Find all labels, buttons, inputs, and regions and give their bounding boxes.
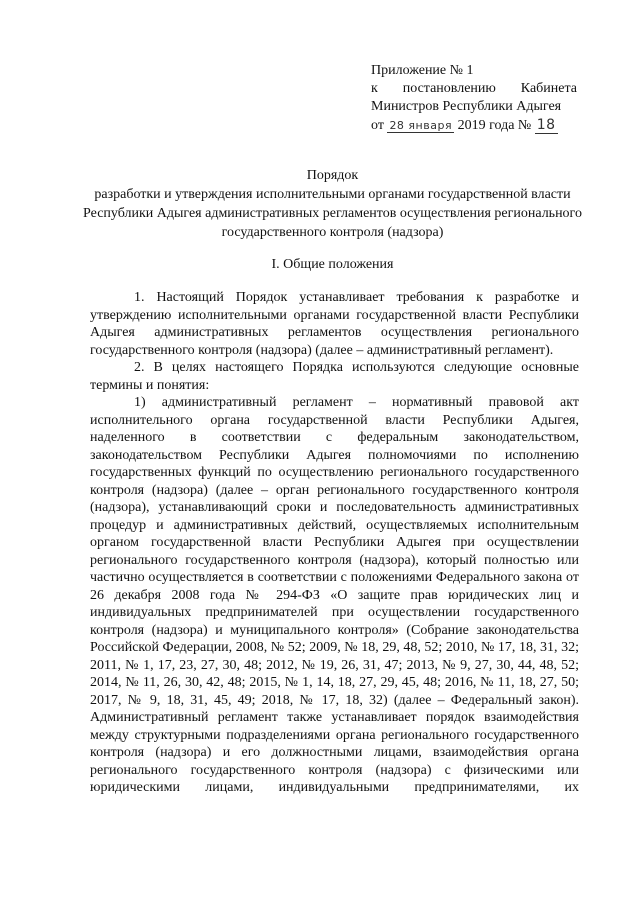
- paragraph-2: 2. В целях настоящего Порядка используются следующие основные термины и понятия:: [90, 360, 579, 393]
- handwritten-date: 28 января: [389, 119, 453, 132]
- paragraph-3: 1) административный регламент – нормативный правовой акт исполнительного органа государственной власти Республики Адыгея, наделенного в соответствии с федеральным законодательством, законодательством Республики Адыгея полномочиями по исполнению государственных функций по осуществлению регионального государственного контроля (надзора) (далее – орган регионального государственного контроля (надзора), устанавливающий сроки и последовательность административных процедур и административных действий, осуществляемых исполнительным органом государственной власти Республики Адыгея при осуществлении регионального государственного контроля (надзора), который полностью или частично осуществляется в соответствии с положениями Федерального закона от 26 декабря 2008 года № 294-ФЗ «О защите прав юридических лиц и индивидуальных предпринимателей при осуществлении государственного контроля (надзора) и муниципального контроля» (Собрание законодательства Российской Федерации, 2008, № 52; 2009, № 18, 29, 48, 52; 2010, № 17, 18, 31, 32; 2011, № 1, 17, 23, 27, 30, 48; 2012, № 19, 26, 31, 47; 2013, № 9, 27, 30, 44, 48, 52; 2014, № 11, 26, 30, 42, 48; 2015, № 1, 14, 18, 27, 29, 45, 48; 2016, № 11, 18, 27, 50; 2017, № 9, 18, 31, 45, 49; 2018, № 17, 18, 32) (далее – Федеральный закон). Административный регламент также устанавливает порядок взаимодействия между структурными подразделениями органа регионального государственного контроля (надзора) и его должностными лицами, взаимодействия органа регионального государственного контроля (надзора) с физическими или юридическими лицами, индивидуальными предпринимателями, их: [90, 395, 579, 795]
- section-heading: I. Общие положения: [271, 257, 394, 272]
- appendix-resolution-line: к постановлению Кабинета: [371, 81, 577, 96]
- appendix-header: [371, 62, 577, 135]
- handwritten-number: 18: [536, 117, 556, 133]
- document-body: [90, 289, 579, 797]
- paragraph-1: 1. Настоящий Порядок устанавливает требования к разработке и утверждению исполнительными органами государственной власти Республики Адыгея административных регламентов осуществления регионального государственного контроля (надзора) (далее – административный регламент).: [90, 290, 579, 358]
- appendix-date-line: [371, 116, 577, 135]
- title-heading: Порядок: [306, 168, 359, 183]
- title-subtitle: разработки и утверждения исполнительными органами государственной власти Республики Адыгея административных регламентов осуществления регионального государственного контроля (надзора): [83, 187, 582, 240]
- date-prefix: от: [371, 118, 384, 133]
- year-label: 2019 года №: [457, 118, 532, 133]
- appendix-title: Приложение № 1: [371, 63, 474, 78]
- document-title: [80, 166, 585, 242]
- appendix-cabinet-line: Министров Республики Адыгея: [371, 99, 562, 114]
